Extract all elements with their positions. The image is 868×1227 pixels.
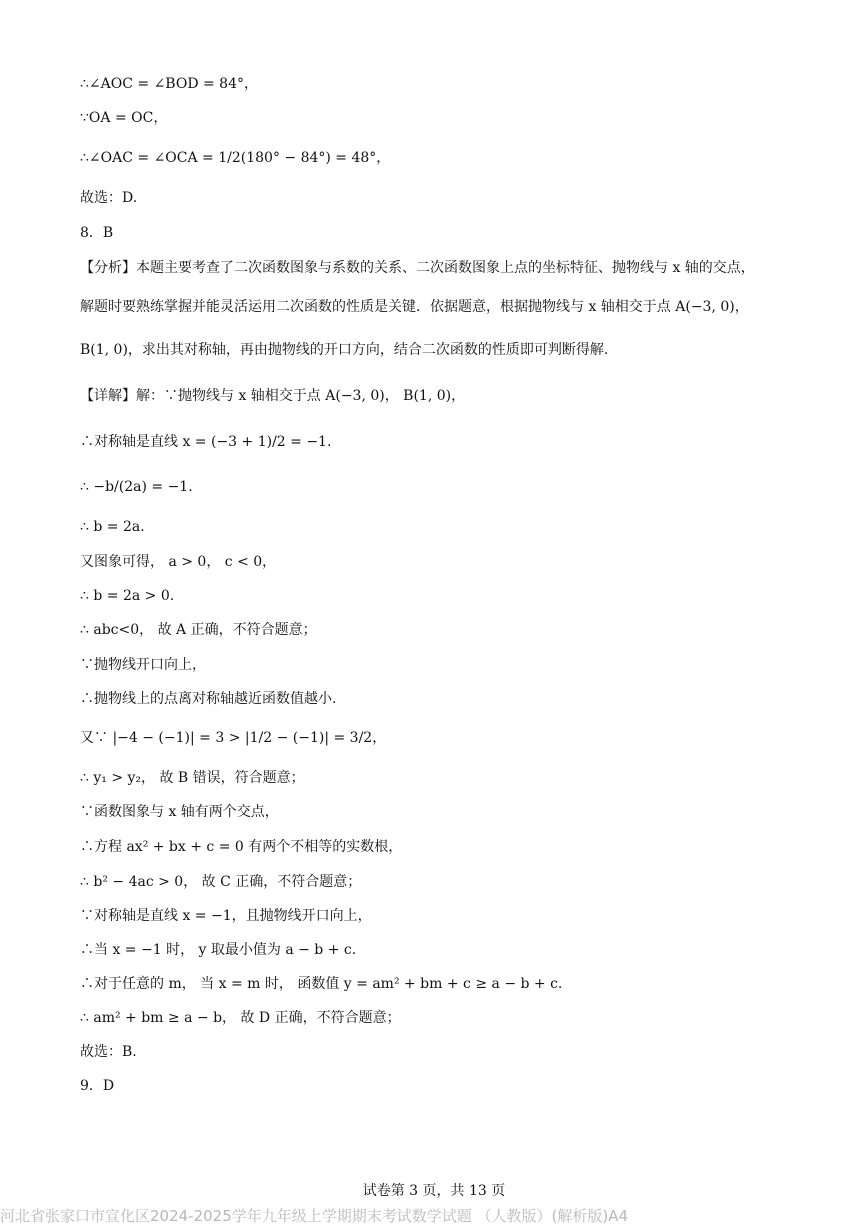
text-line: ∴∠OAC = ∠OCA = 1/2(180° − 84°) = 48°， xyxy=(80,150,391,166)
analysis-line: B(1, 0)，求出其对称轴，再由抛物线的开口方向，结合二次函数的性质即可判断得解. xyxy=(80,342,609,358)
solution-line: ∴ b = 2a. xyxy=(80,519,145,535)
solution-line: 故选：B. xyxy=(80,1044,137,1060)
solution-line: ∴ abc<0， 故 A 正确，不符合题意； xyxy=(80,622,317,638)
solution-line: ∴对于任意的 m， 当 x = m 时， 函数值 y = am² + bm + c ≥ a − b + c. xyxy=(80,976,563,992)
solution-line: ∴ y₁ > y₂， 故 B 错误，符合题意； xyxy=(80,770,305,786)
solution-line: ∴ b = 2a > 0. xyxy=(80,588,175,604)
solution-line: ∴当 x = −1 时， y 取最小值为 a − b + c. xyxy=(80,942,357,958)
text-line: ∴∠AOC = ∠BOD = 84°， xyxy=(80,76,258,92)
solution-line: ∴ am² + bm ≥ a − b， 故 D 正确，不符合题意； xyxy=(80,1010,401,1026)
solution-line: 【详解】解：∵抛物线与 x 轴相交于点 A(−3, 0)， B(1, 0)， xyxy=(80,388,466,404)
text-line: ∵OA = OC， xyxy=(80,110,168,126)
solution-line: ∴抛物线上的点离对称轴越近函数值越小. xyxy=(80,691,337,707)
page-footer: 试卷第 3 页，共 13 页 xyxy=(362,1183,506,1199)
solution-line: ∴ −b/(2a) = −1. xyxy=(80,479,193,495)
question-number: 8．B xyxy=(80,225,114,241)
solution-line: 又图象可得， a > 0， c < 0， xyxy=(80,554,277,570)
solution-line: ∵函数图象与 x 轴有两个交点， xyxy=(80,804,279,820)
analysis-line: 【分析】本题主要考查了二次函数图象与系数的关系、二次函数图象上点的坐标特征、抛物线与 x 轴的交点， xyxy=(80,260,755,276)
solution-line: ∴ b² − 4ac > 0， 故 C 正确，不符合题意； xyxy=(80,874,362,890)
text-line: 故选：D. xyxy=(80,190,138,206)
solution-line: ∵对称轴是直线 x = −1，且抛物线开口向上， xyxy=(80,908,372,924)
solution-line: ∵抛物线开口向上， xyxy=(80,657,206,673)
solution-line: ∴对称轴是直线 x = (−3 + 1)/2 = −1. xyxy=(80,434,332,450)
analysis-line: 解题时要熟练掌握并能灵活运用二次函数的性质是关键．依据题意，根据抛物线与 x 轴相交于点 A(−3, 0)， xyxy=(80,299,749,315)
solution-line: 又∵ |−4 − (−1)| = 3 > |1/2 − (−1)| = 3/2， xyxy=(80,730,387,746)
question-number: 9．D xyxy=(80,1078,115,1094)
solution-line: ∴方程 ax² + bx + c = 0 有两个不相等的实数根， xyxy=(80,839,403,855)
watermark: 河北省张家口市宣化区2024-2025学年九年级上学期期末考试数学试题 （人教版）(解析版)A4 xyxy=(0,1207,629,1225)
